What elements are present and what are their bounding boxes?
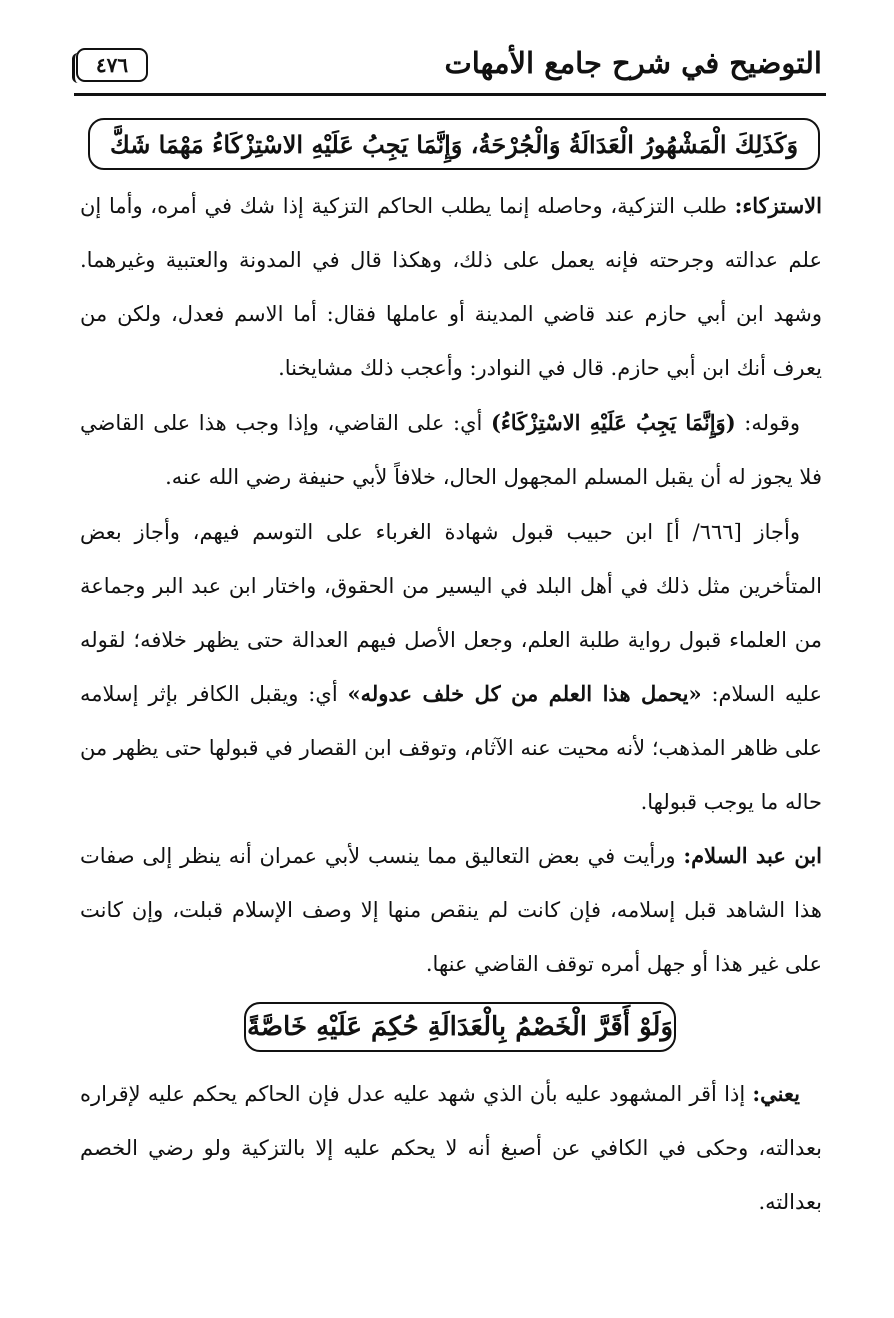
hadith-quote: «يحمل هذا العلم من كل خلف عدوله»: [347, 681, 702, 706]
paragraph-text: أي: ويقبل الكافر بإثر إسلامه على ظاهر المذهب؛ لأنه محيت عنه الآثام، وتوقف ابن القصار في قبولها حتى يظهر من حاله ما يوجب قبولها.: [80, 682, 822, 814]
paragraph-istizka: [80, 179, 822, 395]
paragraph-yani: [80, 1067, 822, 1229]
page-header: [74, 40, 826, 96]
page-number: ٤٧٦: [76, 48, 148, 82]
paragraph-text: أي: على القاضي، وإذا وجب هذا على القاضي فلا يجوز له أن يقبل المسلم المجهول الحال، خلافاً لأبي حنيفة رضي الله عنه.: [80, 411, 822, 489]
paragraph-text: طلب التزكية، وحاصله إنما يطلب الحاكم التزكية إذا شك في أمره، وأما إن علم عدالته وجرحته فإنه يعمل على ذلك، وهكذا قال في المدونة والعتبية وغيرهما. وشهد ابن أبي حازم عند قاضي المدينة أو عاملها فقال: أما الاسم فعدل، ولكن من يعرف أنك ابن أبي حازم. قال في النوادر: وأعجب ذلك مشايخنا.: [80, 194, 822, 380]
running-title: التوضيح في شرح جامع الأمهات: [444, 46, 822, 80]
matn-quote: (وَإِنَّمَا يَجِبُ عَلَيْهِ الاسْتِزْكَاءُ): [490, 410, 736, 435]
paragraph-text: وأجاز [٦٦٦/ أ] ابن حبيب قبول شهادة الغرباء على التوسم فيهم، وأجاز بعض المتأخرين مثل ذلك في أهل البلد في اليسير من الحقوق، واختار ابن عبد البر وجماعة من العلماء قبول رواية طلبة العلم، وجعل الأصل فيهم العدالة حتى يظهر خلافه؛ لقوله عليه السلام:: [80, 520, 822, 706]
matn-box-first: وَكَذَلِكَ الْمَشْهُورُ الْعَدَالَةُ وَالْجُرْحَةُ، وَإِنَّمَا يَجِبُ عَلَيْهِ الاسْتِزْكَاءُ مَهْمَا شَكَّ: [88, 118, 820, 170]
paragraph-text: وقوله:: [735, 411, 801, 435]
paragraph-lead: يعني:: [752, 1081, 800, 1106]
paragraph-ibn-abd-al-salam: [80, 829, 822, 991]
matn-box-second: وَلَوْ أَقَرَّ الْخَصْمُ بِالْعَدَالَةِ حُكِمَ عَلَيْهِ خَاصَّةً: [244, 1002, 676, 1052]
paragraph-lead: الاستزكاء:: [734, 193, 822, 218]
paragraph-ajaz: [80, 505, 822, 829]
paragraph-text: إذا أقر المشهود عليه بأن الذي شهد عليه عدل فإن الحاكم يحكم عليه لإقراره بعدالته، وحكى في الكافي عن أصبغ أنه لا يحكم عليه إلا بالتزكية ولو رضي الخصم بعدالته.: [80, 1082, 822, 1214]
paragraph-lead: ابن عبد السلام:: [683, 843, 823, 868]
header-rule: [74, 93, 826, 96]
paragraph-wa-qawluh: [80, 396, 822, 504]
paragraph-text: ورأيت في بعض التعاليق مما ينسب لأبي عمران أنه ينظر إلى صفات هذا الشاهد قبل إسلامه، فإن كانت لم ينقص منها إلا وصف الإسلام قبلت، وإن كانت على غير هذا أو جهل أمره توقف القاضي عنها.: [80, 844, 822, 976]
